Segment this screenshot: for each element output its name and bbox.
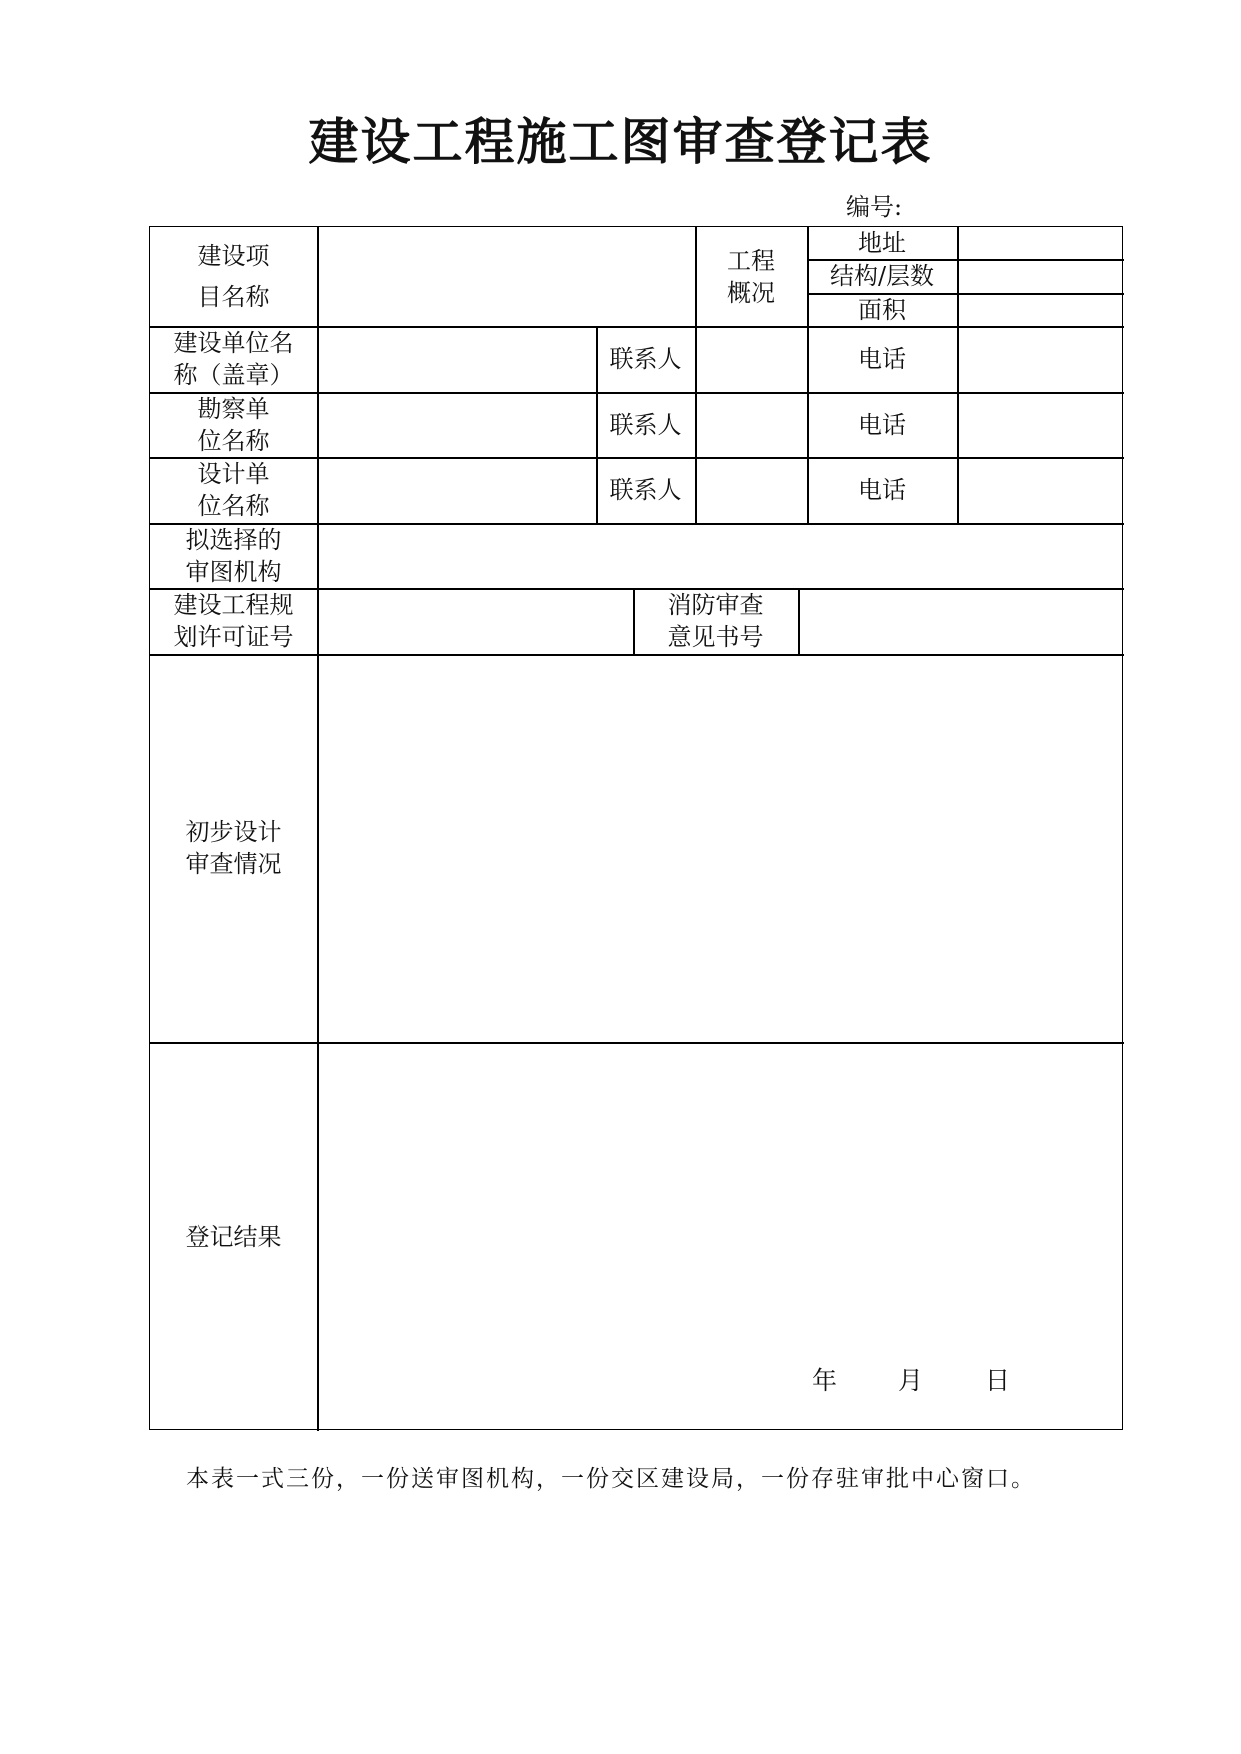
planning-permit-field[interactable] [318,588,633,654]
address-field[interactable] [958,227,1124,259]
survey-phone-label: 电话 [858,410,906,439]
serial-number-label: 编号: [846,193,903,221]
registration-table [149,226,1123,1430]
survey-contact-field[interactable] [696,392,807,457]
structure-label: 结构/层数 [829,262,935,290]
design-contact-field[interactable] [696,457,807,523]
survey-phone-field[interactable] [958,392,1124,457]
project-name-label: 建设项 目名称 [197,241,270,311]
form-title: 建设工程施工图审查登记表 [308,112,933,171]
address-label: 地址 [858,229,906,257]
preliminary-review-label: 初步设计 审查情况 [185,818,282,878]
design-label: 设计单 位名称 [197,460,270,520]
planning-permit-label: 建设工程规 划许可证号 [173,591,294,651]
builder-phone-label: 电话 [858,345,906,373]
review-org-label: 拟选择的 审图机构 [185,525,282,586]
date-day-label: 日 [985,1366,1011,1395]
builder-phone-field[interactable] [958,326,1124,392]
area-label: 面积 [858,295,906,324]
footer-note: 本表一式三份，一份送审图机构，一份交区建设局，一份存驻审批中心窗口。 [186,1466,1036,1492]
project-name-field[interactable] [318,227,695,326]
design-contact-label: 联系人 [609,476,682,504]
builder-contact-field[interactable] [696,326,807,392]
builder-field[interactable] [318,326,596,392]
builder-label: 建设单位名 称（盖章） [173,329,294,389]
structure-field[interactable] [958,259,1124,293]
review-org-field[interactable] [318,523,1124,588]
fire-review-label: 消防审查 意见书号 [667,591,764,651]
date-year-label: 年 [812,1366,838,1395]
area-field[interactable] [958,293,1124,326]
design-phone-field[interactable] [958,457,1124,523]
design-phone-label: 电话 [858,476,906,504]
builder-contact-label: 联系人 [609,345,682,373]
overview-label: 工程 概况 [727,246,775,307]
design-field[interactable] [318,457,596,523]
registration-result-label: 登记结果 [185,1222,282,1251]
survey-field[interactable] [318,392,596,457]
preliminary-review-field[interactable] [318,654,1124,1042]
survey-contact-label: 联系人 [609,410,682,439]
date-month-label: 月 [898,1366,924,1395]
fire-review-field[interactable] [799,588,1124,654]
survey-label: 勘察单 位名称 [197,394,270,455]
